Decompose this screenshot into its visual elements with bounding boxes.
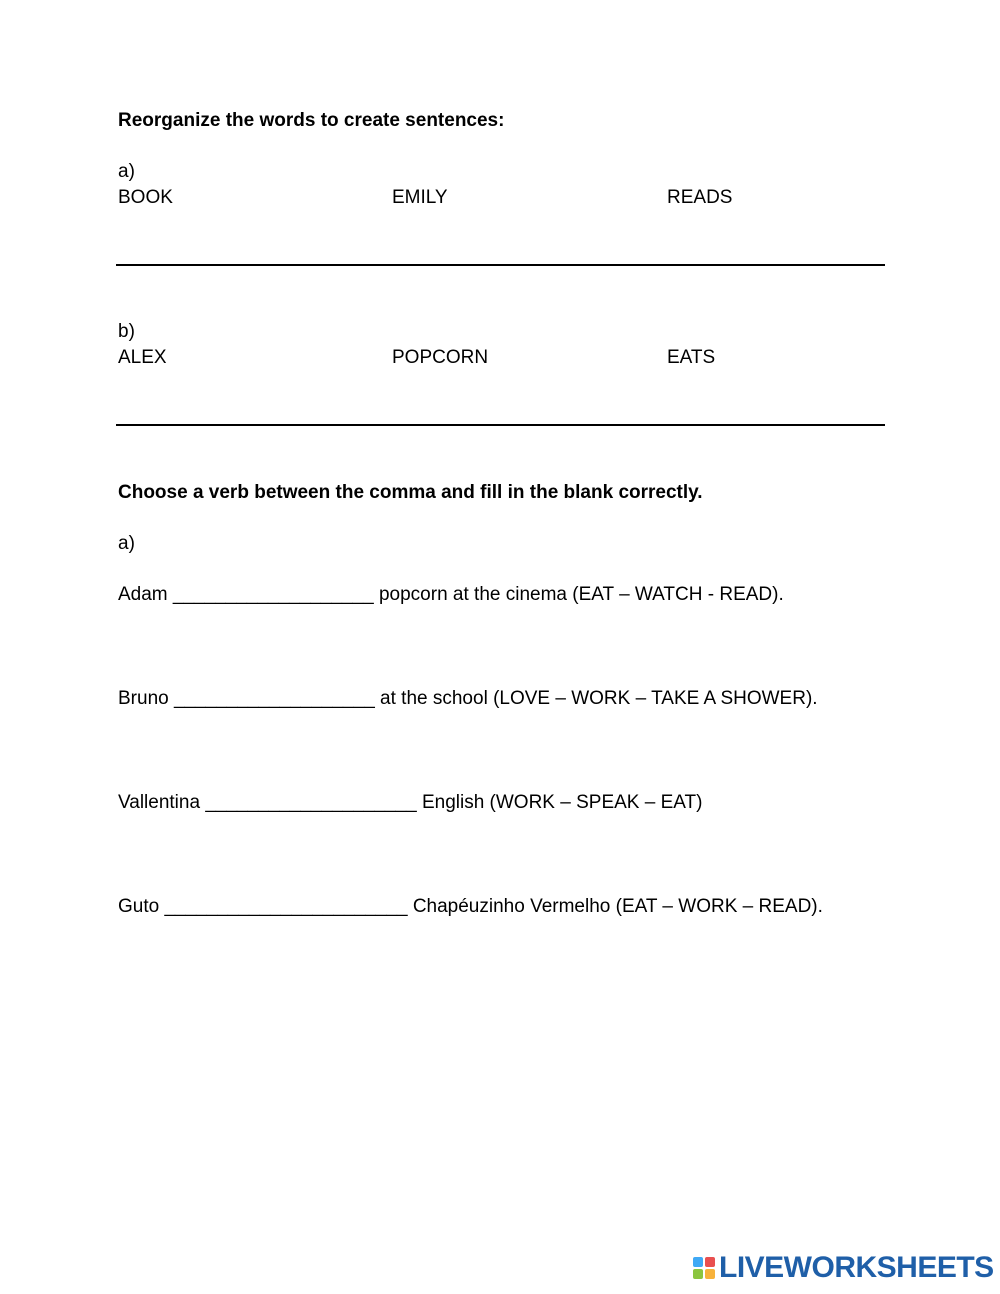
mark-square-3 (693, 1269, 703, 1279)
word-emily: EMILY (392, 187, 448, 208)
sentence-guto (118, 896, 823, 918)
sentence-bruno (118, 688, 818, 710)
sentence-rest: English (WORK – SPEAK – EAT) (421, 792, 703, 813)
fill-blank[interactable]: _______________________ (164, 896, 408, 917)
answer-line-b[interactable] (116, 424, 885, 426)
section2-heading: Choose a verb between the comma and fill in the blank correctly. (118, 482, 703, 503)
fill-blank[interactable]: ___________________ (173, 688, 375, 709)
sentence-vallentina (118, 792, 702, 814)
fill-blank[interactable]: ___________________ (172, 584, 374, 605)
fill-blank[interactable]: ____________________ (205, 792, 417, 813)
word-eats: EATS (667, 347, 716, 368)
mark-square-4 (705, 1269, 715, 1279)
mark-square-1 (693, 1257, 703, 1267)
liveworksheets-mark-icon (693, 1257, 715, 1279)
sentence-subject: Adam (118, 584, 168, 605)
item-a-label: a) (118, 161, 135, 182)
liveworksheets-logo (693, 1253, 994, 1283)
section2-label: a) (118, 533, 135, 554)
answer-line-a[interactable] (116, 264, 885, 266)
item-b-label: b) (118, 321, 135, 342)
word-popcorn: POPCORN (392, 347, 489, 368)
sentence-subject: Vallentina (118, 792, 201, 813)
word-alex: ALEX (118, 347, 167, 368)
sentence-adam (118, 584, 784, 606)
sentence-rest: at the school (LOVE – WORK – TAKE A SHOWER). (380, 688, 818, 709)
brand-name: LIVEWORKSHEETS (719, 1251, 994, 1284)
sentence-rest: Chapéuzinho Vermelho (EAT – WORK – READ). (412, 896, 823, 917)
sentence-subject: Bruno (118, 688, 169, 709)
sentence-subject: Guto (118, 896, 160, 917)
sentence-rest: popcorn at the cinema (EAT – WATCH - READ). (378, 584, 784, 605)
section1-heading: Reorganize the words to create sentences: (118, 110, 505, 131)
word-reads: READS (667, 187, 733, 208)
word-book: BOOK (118, 187, 173, 208)
mark-square-2 (705, 1257, 715, 1267)
